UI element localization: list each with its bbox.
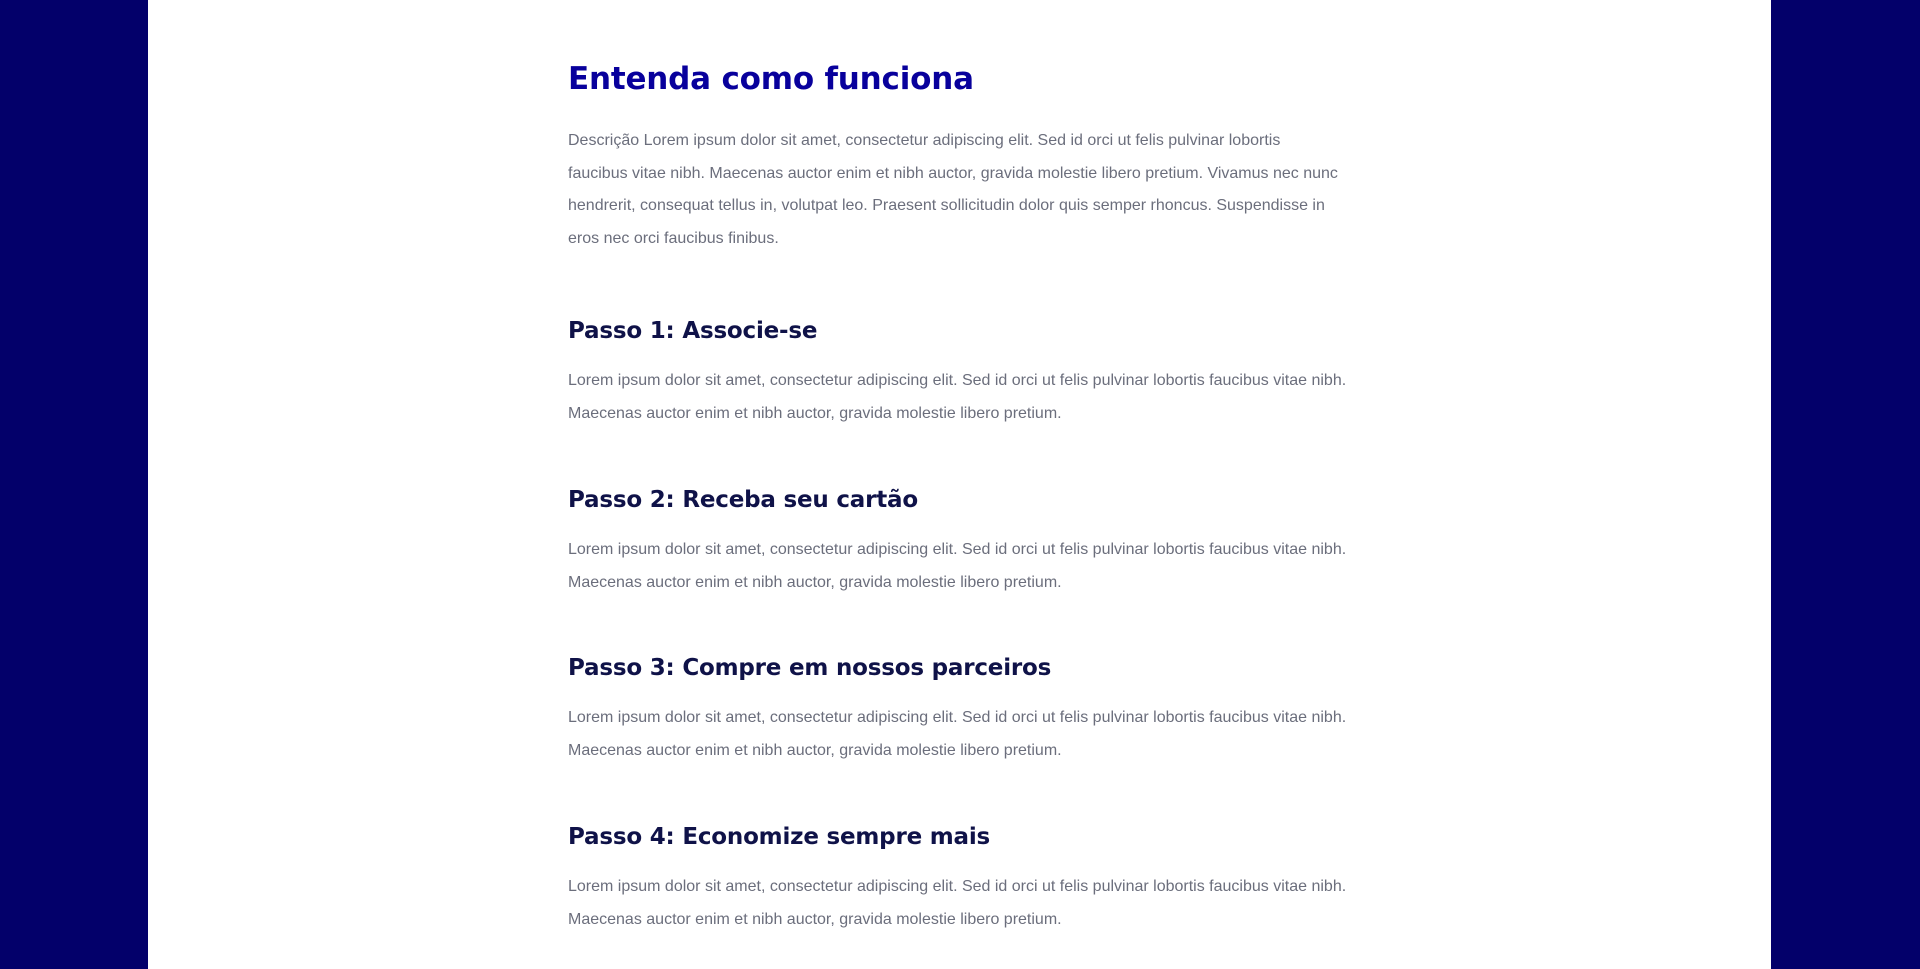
section-title: Entenda como funciona: [568, 61, 974, 97]
page-container: [148, 0, 1771, 969]
step-title: Passo 3: Compre em nossos parceiros: [568, 655, 1052, 681]
step-text: Lorem ipsum dolor sit amet, consectetur adipiscing elit. Sed id orci ut felis pulvinar lobortis faucibus vitae nibh. Maecenas auctor enim et nibh auctor, gravida molestie libero pretium.: [568, 709, 1347, 759]
section-description: Descrição Lorem ipsum dolor sit amet, consectetur adipiscing elit. Sed id orci ut felis pulvinar lobortis faucibus vitae nibh. Maecenas auctor enim et nibh auctor, gravida molestie libero pretium. Vivamus nec nunc hendrerit, consequat tellus in, volutpat leo. Praesent sollicitudin dolor quis semper rhoncus. Suspendisse in eros nec orci faucibus finibus.: [568, 132, 1338, 247]
step-title: Passo 1: Associe-se: [568, 318, 818, 344]
step-text: Lorem ipsum dolor sit amet, consectetur adipiscing elit. Sed id orci ut felis pulvinar lobortis faucibus vitae nibh. Maecenas auctor enim et nibh auctor, gravida molestie libero pretium.: [568, 541, 1347, 591]
step-text: Lorem ipsum dolor sit amet, consectetur adipiscing elit. Sed id orci ut felis pulvinar lobortis faucibus vitae nibh. Maecenas auctor enim et nibh auctor, gravida molestie libero pretium.: [568, 878, 1347, 928]
step-4: [568, 820, 1368, 936]
step-2: [568, 483, 1368, 599]
step-title: Passo 2: Receba seu cartão: [568, 487, 918, 513]
step-1: [568, 314, 1368, 430]
step-title: Passo 4: Economize sempre mais: [568, 824, 991, 850]
step-text: Lorem ipsum dolor sit amet, consectetur adipiscing elit. Sed id orci ut felis pulvinar lobortis faucibus vitae nibh. Maecenas auctor enim et nibh auctor, gravida molestie libero pretium.: [568, 372, 1347, 422]
step-3: [568, 651, 1368, 767]
